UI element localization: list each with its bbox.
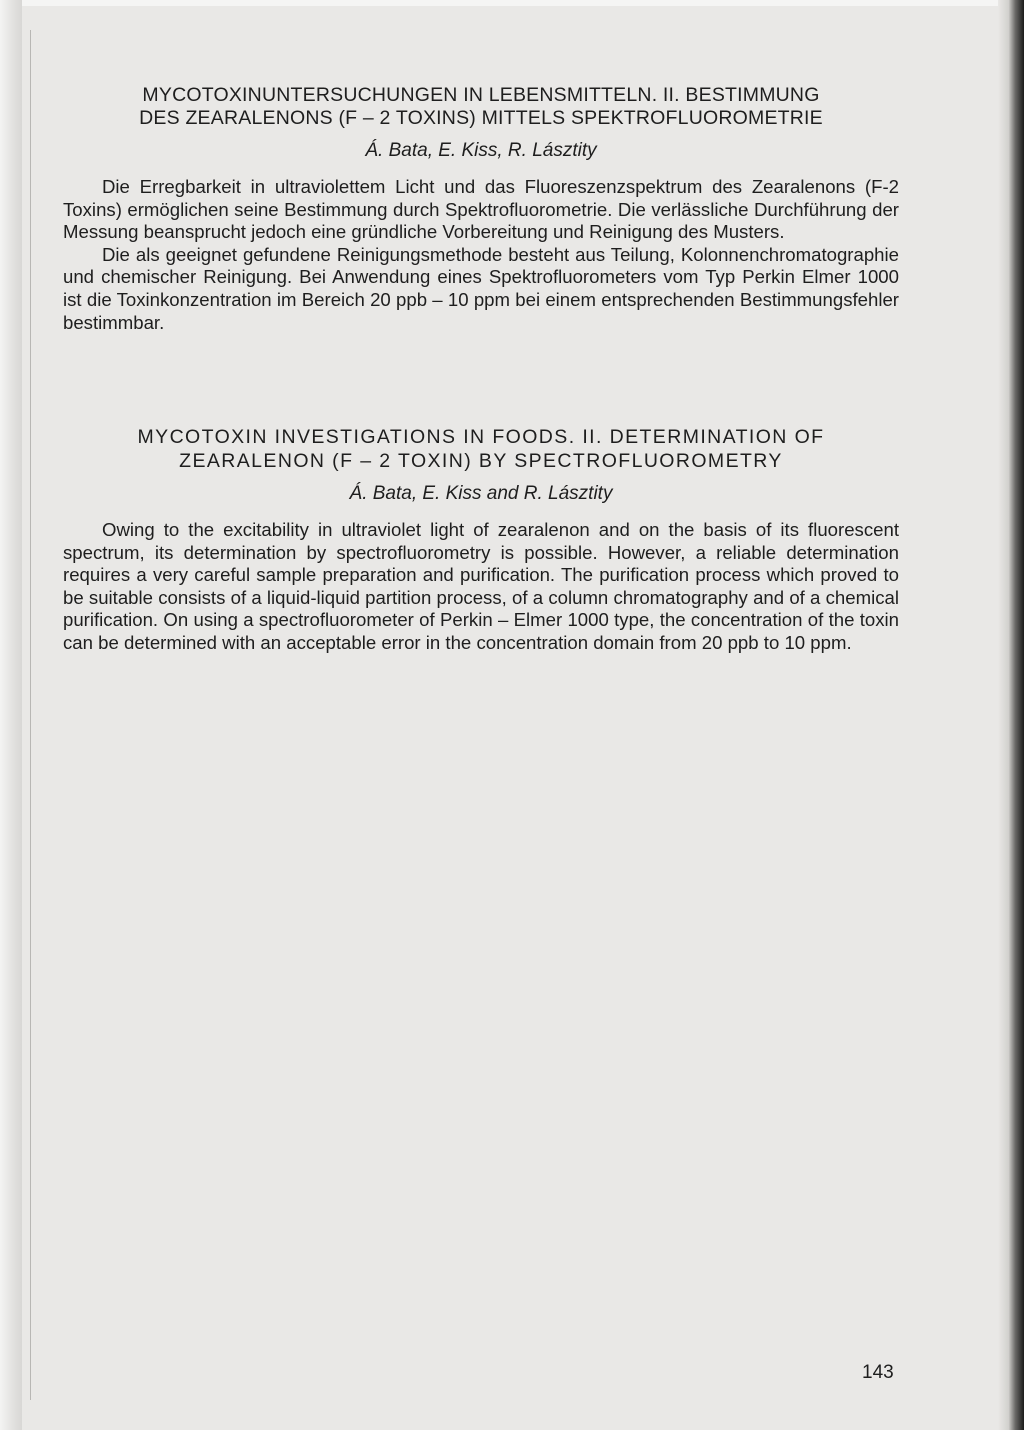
scan-right-edge	[1008, 0, 1024, 1430]
german-title-line2: DES ZEARALENONS (F – 2 TOXINS) MITTELS SPEKTROFLUOROMETRIE	[139, 107, 823, 129]
english-title-line2: ZEARALENON (F – 2 TOXIN) BY SPECTROFLUOROMETRY	[179, 450, 783, 472]
english-paragraph-1: Owing to the excitability in ultraviolet light of zearalenon and on the basis of its fluorescent spectrum, its determination by spectrofluorometry is possible. However, a reliable determination requires a very careful sample preparation and purification. The purification process which proved to be suitable consists of a liquid-liquid partition process, of a column chromatography and of a chemical purification. On using a spectrofluorometer of Perkin – Elmer 1000 type, the concentration of the toxin can be determined with an acceptable error in the concentration domain from 20 ppb to 10 ppm.	[63, 519, 899, 653]
german-title-line1: MYCOTOXINUNTERSUCHUNGEN IN LEBENSMITTELN. II. BESTIMMUNG	[142, 84, 820, 106]
english-authors: Á. Bata, E. Kiss and R. Lásztity	[349, 483, 613, 504]
german-abstract-section	[63, 84, 899, 334]
scan-right-shadow	[998, 0, 1008, 1430]
german-paragraph-1: Die Erregbarkeit in ultraviolettem Licht und das Fluoreszenzspektrum des Zearalenons (F-2 Toxins) ermöglichen seine Bestimmung durch Spektrofluorometrie. Die verlässliche Durchführung der Messung beansprucht jedoch eine gründliche Vorbereitung und Reinigung des Musters.	[63, 176, 899, 243]
page-number: 143	[862, 1362, 894, 1383]
english-abstract-section	[63, 425, 899, 655]
english-title	[63, 425, 899, 473]
english-title-line1: MYCOTOXIN INVESTIGATIONS IN FOODS. II. DETERMINATION OF	[137, 426, 825, 448]
german-authors: Á. Bata, E. Kiss, R. Lásztity	[365, 140, 597, 161]
german-title	[63, 84, 899, 130]
binding-line	[30, 30, 31, 1400]
scan-top-edge	[0, 0, 1024, 6]
scan-left-edge	[0, 0, 22, 1430]
german-paragraph-2: Die als geeignet gefundene Reinigungsmethode besteht aus Teilung, Kolonnenchromatographie und chemischer Reinigung. Bei Anwendung eines Spektrofluorometers vom Typ Perkin Elmer 1000 ist die Toxinkonzentration im Bereich 20 ppb – 10 ppm bei einem entsprechenden Bestimmungsfehler bestimmbar.	[63, 243, 899, 333]
